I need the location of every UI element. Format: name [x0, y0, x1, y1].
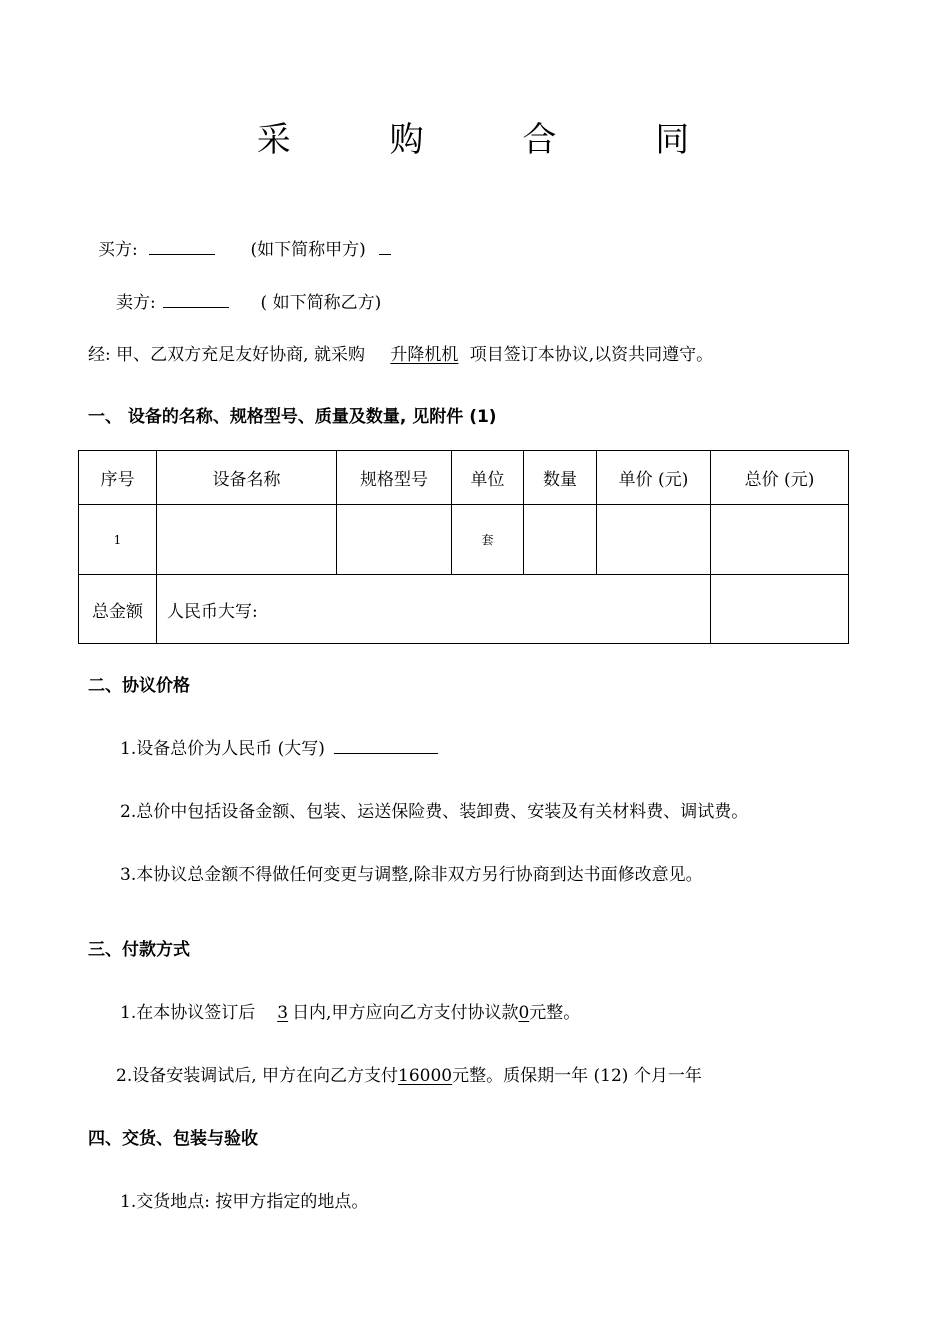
header-cell: 规格型号: [337, 451, 452, 505]
section2-item3: 3.本协议总金额不得做任何变更与调整,除非双方另行协商到达书面修改意见。: [120, 865, 703, 885]
section2-item2: 2.总价中包括设备金额、包装、运送保险费、装卸费、安装及有关材料费、调试费。: [120, 802, 749, 822]
equipment-table: [78, 450, 849, 644]
buyer-note: (如下简称甲方): [250, 240, 366, 260]
seller-blank: [163, 289, 229, 308]
buyer-label: 买方:: [98, 240, 138, 260]
table-row: [79, 505, 849, 575]
section3-item1-middle: 日内,甲方应向乙方支付协议款: [292, 1003, 519, 1023]
header-cell: 单位: [452, 451, 524, 505]
header-cell: 总价 (元): [711, 451, 849, 505]
section3-item1: [120, 998, 580, 1023]
section3-item2-suffix: 元整。质保期一年 (12) 个月一年: [452, 1066, 702, 1086]
buyer-line: [98, 235, 391, 260]
section2-heading: 二、协议价格: [88, 676, 190, 696]
header-cell: 数量: [524, 451, 597, 505]
final-payment-amount: 16000: [398, 1066, 453, 1086]
section3-item2: [116, 1061, 702, 1086]
row-total: [711, 505, 849, 575]
section4-heading: 四、交货、包装与验收: [88, 1129, 258, 1149]
seller-label: 卖方:: [116, 293, 156, 313]
section4-item1: 1.交货地点: 按甲方指定的地点。: [120, 1192, 369, 1212]
payment-amount: 0: [518, 1003, 530, 1023]
intro-suffix: 项目签订本协议,以资共同遵守。: [469, 345, 714, 365]
section3-item2-prefix: 2.设备安装调试后, 甲方在向乙方支付: [116, 1066, 399, 1086]
row-name: [157, 505, 337, 575]
section1-heading: 一、 设备的名称、规格型号、质量及数量, 见附件 (1): [88, 407, 497, 427]
section3-heading: 三、付款方式: [88, 940, 190, 960]
section2-item1-text: 1.设备总价为人民币 (大写): [120, 739, 325, 759]
row-unit: 套: [452, 505, 524, 575]
total-label: 总金额: [79, 575, 157, 644]
row-number: 1: [79, 505, 157, 575]
intro-line: [88, 340, 713, 365]
section2-item1: [120, 734, 438, 759]
section3-item1-suffix: 元整。: [529, 1003, 581, 1023]
intro-item: 升降机机: [390, 345, 459, 365]
table-header-row: [79, 451, 849, 505]
total-text: 人民币大写:: [157, 575, 711, 644]
seller-line: [116, 288, 381, 313]
price-blank: [334, 735, 438, 754]
payment-days: 3: [277, 1003, 289, 1023]
document-title: 采 购 合 同: [256, 120, 734, 160]
header-cell: 序号: [79, 451, 157, 505]
intro-prefix: 经: 甲、乙双方充足友好协商, 就采购: [88, 345, 365, 365]
buyer-extra-blank: [379, 236, 391, 255]
seller-note: ( 如下简称乙方): [260, 293, 382, 313]
header-cell: 设备名称: [157, 451, 337, 505]
buyer-blank: [149, 236, 215, 255]
total-amount-cell: [711, 575, 849, 644]
table-total-row: [79, 575, 849, 644]
row-qty: [524, 505, 597, 575]
row-price: [597, 505, 711, 575]
header-cell: 单价 (元): [597, 451, 711, 505]
row-model: [337, 505, 452, 575]
section3-item1-prefix: 1.在本协议签订后: [120, 1003, 256, 1023]
